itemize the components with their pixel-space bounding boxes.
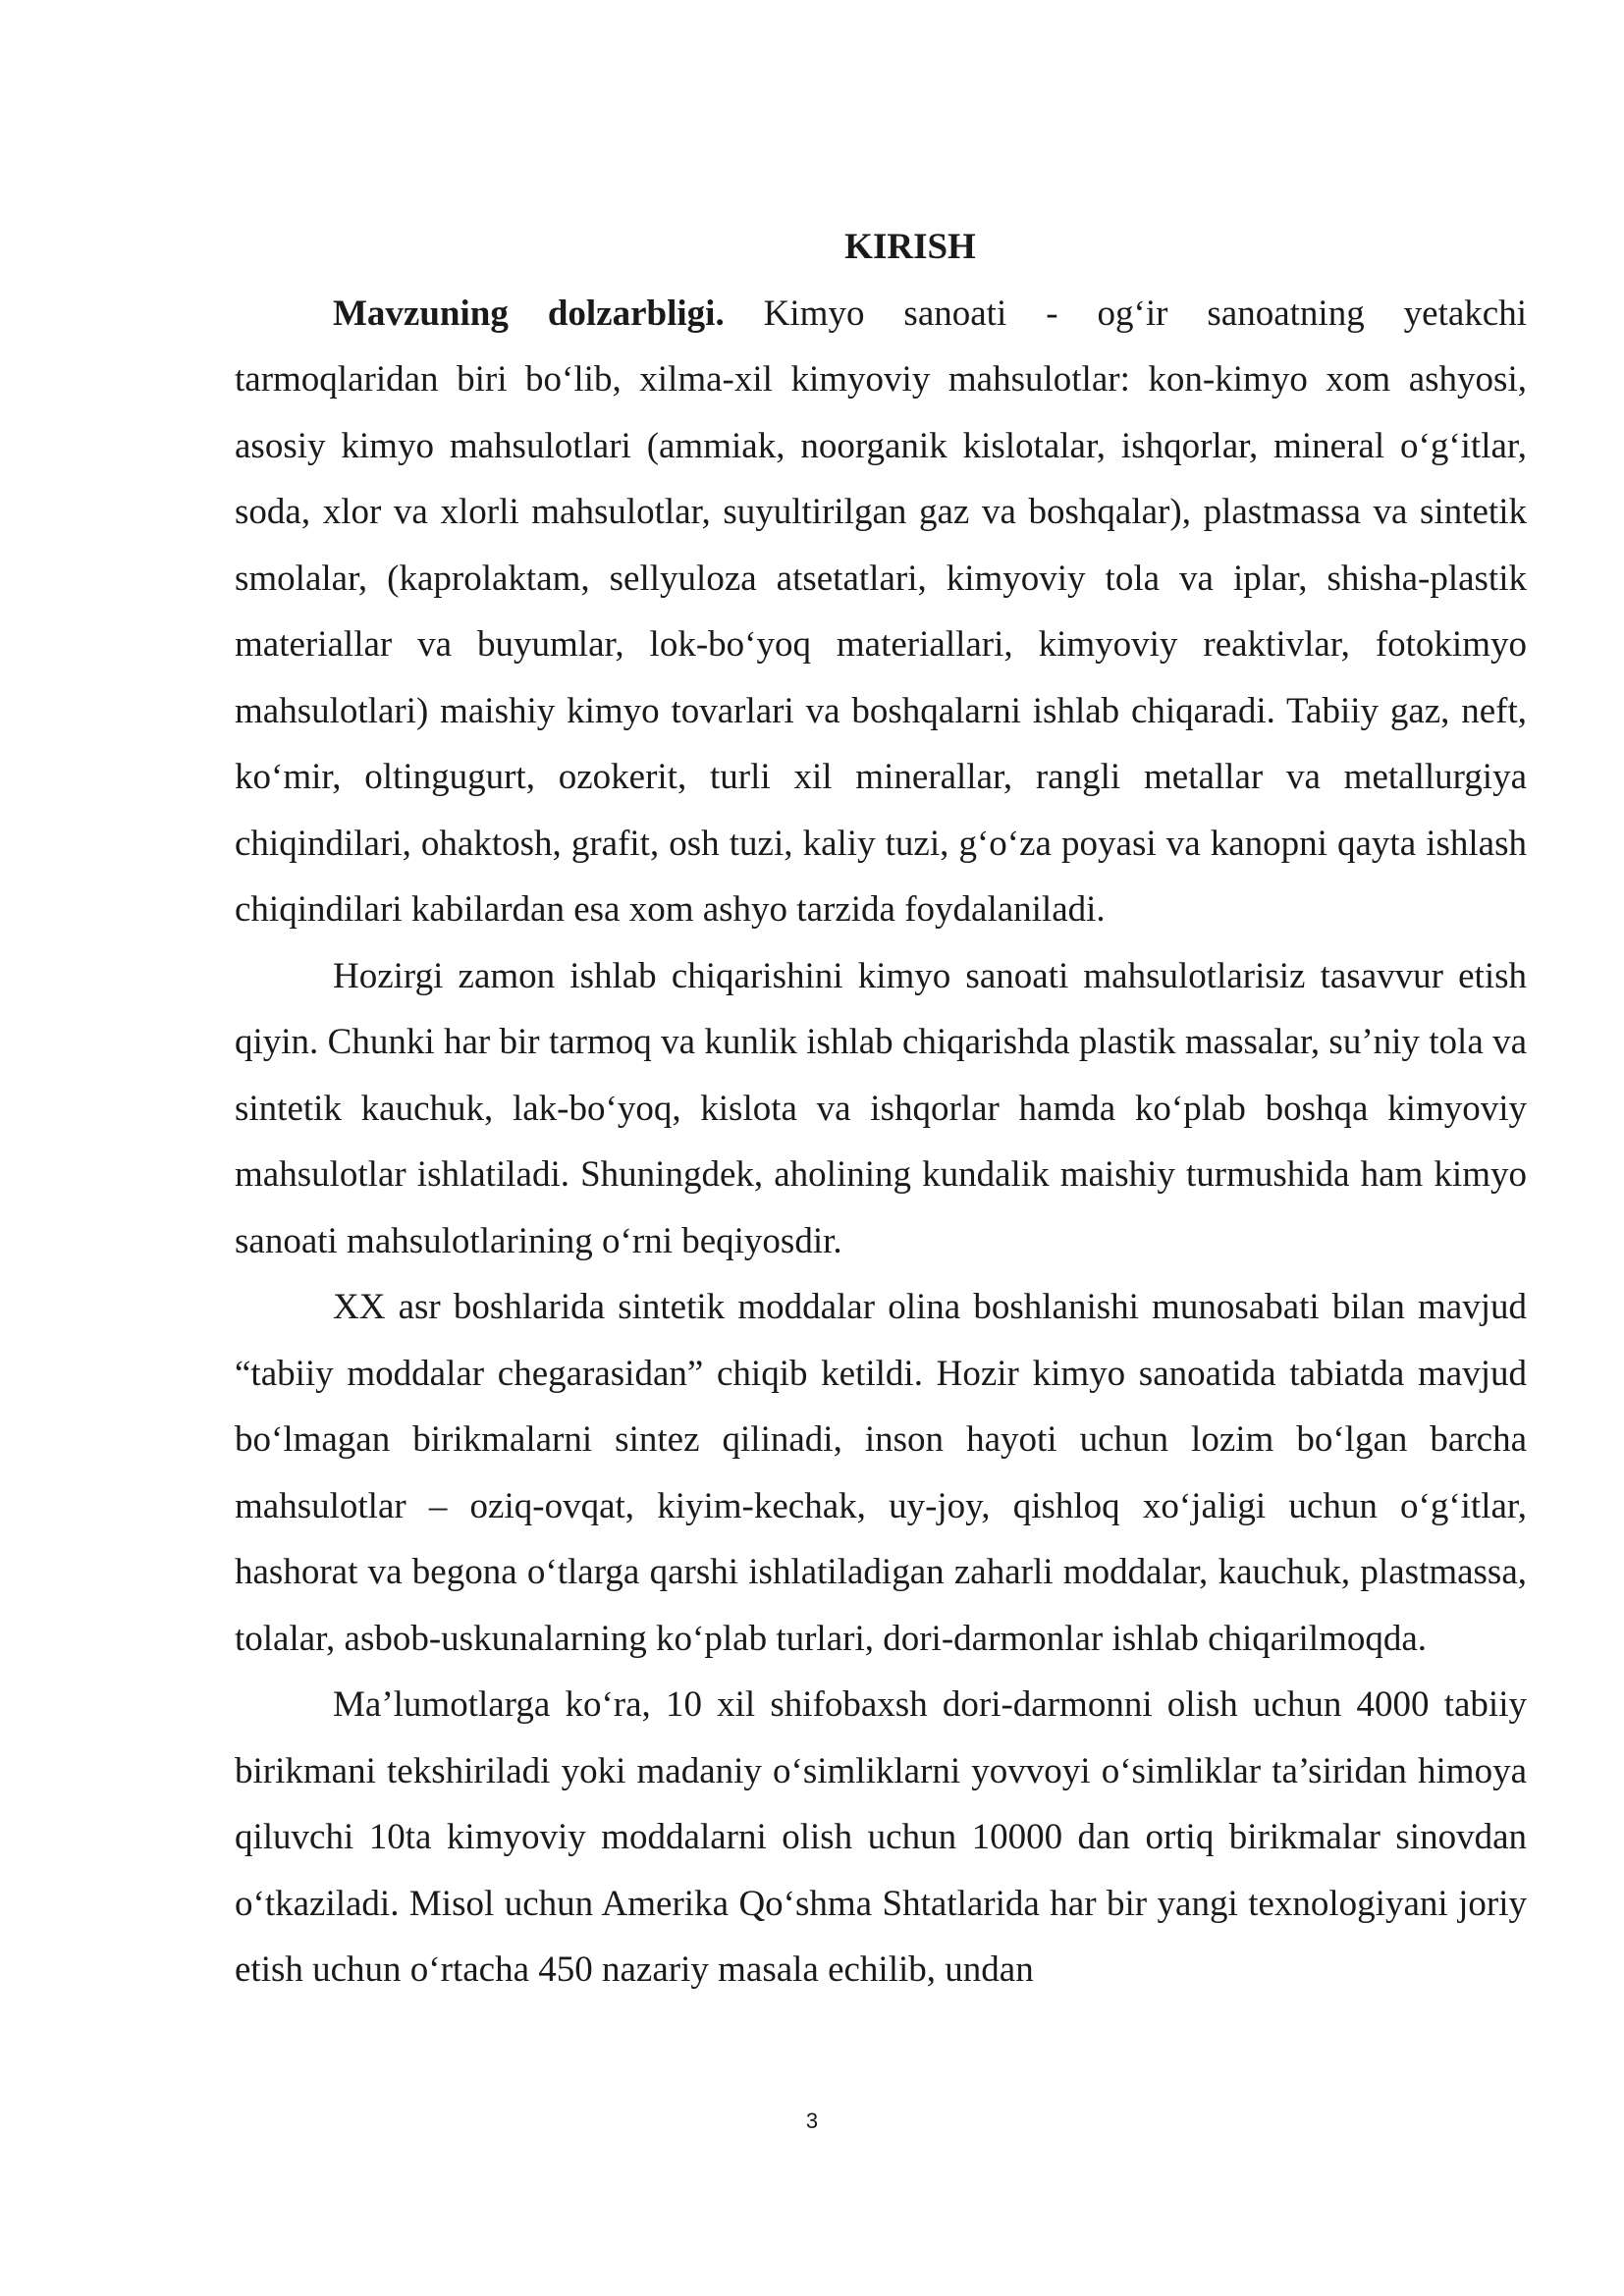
paragraph-statistics: Ma’lumotlarga ko‘ra, 10 xil shifobaxsh dori-darmonni olish uchun 4000 tabiiy birikmani tekshiriladi yoki madaniy o‘simliklarni yovvoyi o‘simliklar ta’siridan himoya qiluvchi 10ta kimyoviy moddalarni olish uchun 10000 dan ortiq birikmalar sinovdan o‘tkaziladi. Misol uchun Amerika Qo‘shma Shtatlarida har bir yangi texnologiyani joriy etish uchun o‘rtacha 450 nazariy masala echilib, undan: [235, 1684, 1527, 1990]
paragraph-modern-production: Hozirgi zamon ishlab chiqarishini kimyo sanoati mahsulotlarisiz tasavvur etish qiyin. Chunki har bir tarmoq va kunlik ishlab chiqarishda plastik massalar, su’niy tola va sintetik kauchuk, lak-bo‘yoq, kislota va ishqorlar hamda ko‘plab boshqa kimyoviy mahsulotlar ishlatiladi. Shuningdek, aholining kundalik maishiy turmushida ham kimyo sanoati mahsulotlarining o‘rni beqiyosdir.: [235, 955, 1527, 1261]
page-number: 3: [805, 2109, 819, 2133]
paragraph-synthetic-substances: XX asr boshlarida sintetik moddalar olina boshlanishi munosabati bilan mavjud “tabiiy moddalar chegarasidan” chiqib ketildi. Hozir kimyo sanoatida tabiatda mavjud bo‘lmagan birikmalarni sintez qilinadi, inson hayoti uchun lozim bo‘lgan barcha mahsulotlar – oziq-ovqat, kiyim-kechak, uy-joy, qishloq xo‘jaligi uchun o‘g‘itlar, hashorat va begona o‘tlarga qarshi ishlatiladigan zaharli moddalar, kauchuk, plastmassa, tolalar, asbob-uskunalarning ko‘plab turlari, dori-darmonlar ishlab chiqarilmoqda.: [235, 1287, 1527, 1659]
paragraph-relevance: [235, 281, 1527, 943]
paragraph-text: Kimyo sanoati - og‘ir sanoatning yetakchi tarmoqlaridan biri bo‘lib, xilma-xil kimyoviy mahsulotlar: kon-kimyo xom ashyosi, asosiy kimyo mahsulotlari (ammiak, noorganik kislotalar, ishqorlar, mineral o‘g‘itlar, soda, xlor va xlorli mahsulotlar, suyultirilgan gaz va boshqalar), plastmassa va sintetik smolalar, (kaprolaktam, sellyuloza atsetatlari, kimyoviy tola va iplar, shisha-plastik materiallar va buyumlar, lok-bo‘yoq materiallari, kimyoviy reaktivlar, fotokimyo mahsulotlari) maishiy kimyo tovarlari va boshqalarni ishlab chiqaradi. Tabiiy gaz, neft, ko‘mir, oltingugurt, ozokerit, turli xil minerallar, rangli metallar va metallurgiya chiqindilari, ohaktosh, grafit, osh tuzi, kaliy tuzi, g‘o‘za poyasi va kanopni qayta ishlash chiqindilari kabilardan esa xom ashyo tarzida foydalaniladi.: [235, 293, 1527, 930]
paragraph-lead-heading: Mavzuning dolzarbligi.: [333, 293, 725, 334]
page-body: [235, 214, 1527, 2003]
page-title: KIRISH: [844, 227, 976, 267]
